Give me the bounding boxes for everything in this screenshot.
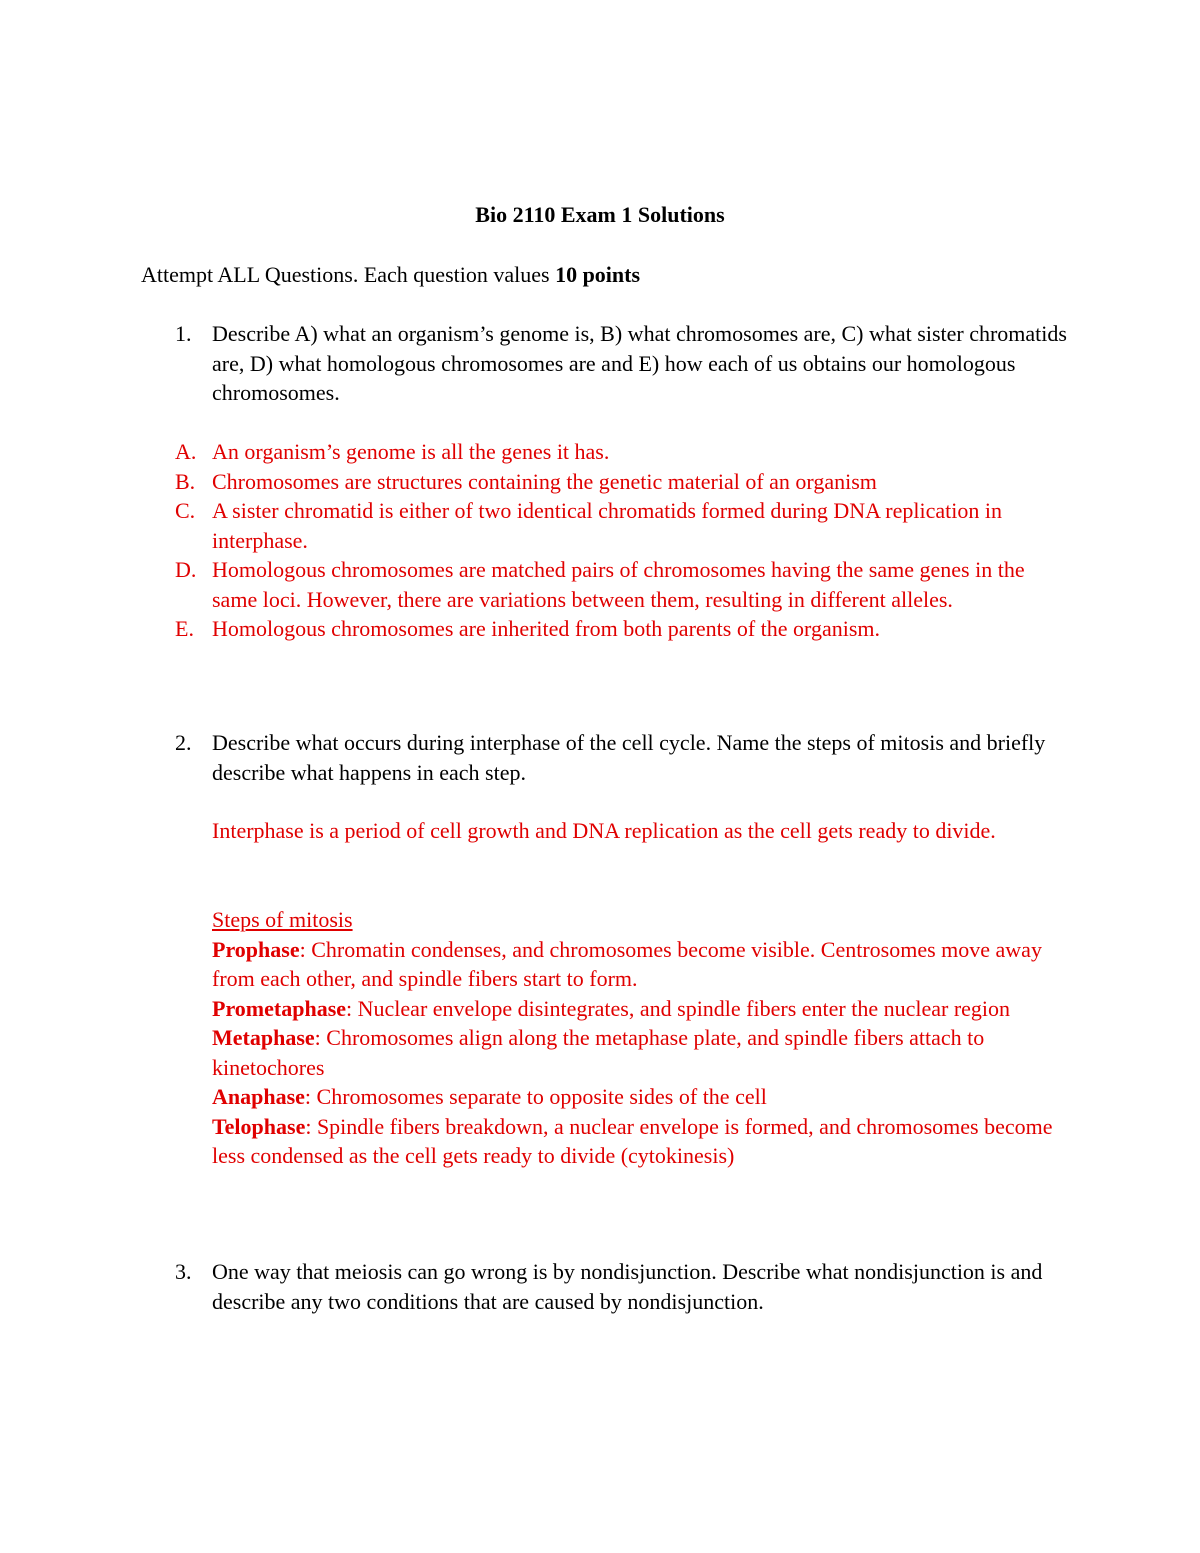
step-text: : Chromosomes separate to opposite sides of the cell <box>304 1084 767 1109</box>
question-2 <box>175 728 1075 787</box>
answer-item <box>175 614 1055 644</box>
step-name: Prometaphase <box>212 995 347 1021</box>
question-text: Describe A) what an organism’s genome is, B) what chromosomes are, C) what sister chromatids are, D) what homologous chromosomes are and E) how each of us obtains our homologous chromosomes. <box>212 321 1067 405</box>
answer-text: An organism’s genome is all the genes it has. <box>212 439 610 464</box>
answer-label: E. <box>175 616 194 641</box>
instructions-text: Attempt ALL Questions. Each question values <box>141 262 556 287</box>
answer-label: B. <box>175 468 196 494</box>
answer-label: D. <box>175 557 197 582</box>
answer-text: Chromosomes are structures containing the genetic material of an organism <box>212 468 877 494</box>
answer-text: A sister chromatid is either of two identical chromatids formed during DNA replication in interphase. <box>212 498 1002 553</box>
mitosis-steps <box>212 905 1062 1171</box>
instructions-points: 10 points <box>555 262 641 287</box>
step-name: Anaphase <box>212 1084 305 1109</box>
answer-text: Homologous chromosomes are inherited from both parents of the organism. <box>212 616 881 641</box>
document-title: Bio 2110 Exam 1 Solutions <box>475 202 725 227</box>
answer-label: C. <box>175 498 196 523</box>
steps-heading: Steps of mitosis <box>212 907 353 932</box>
step-text: : Chromosomes align along the metaphase plate, and spindle fibers attach to kinetochores <box>212 1025 985 1080</box>
instructions <box>141 260 1091 290</box>
question-text: One way that meiosis can go wrong is by nondisjunction. Describe what nondisjunction is and describe any two conditions that are caused by nondisjunction. <box>212 1259 1043 1314</box>
step-name: Telophase <box>212 1113 306 1139</box>
question-text: Describe what occurs during interphase of the cell cycle. Name the steps of mitosis and briefly describe what happens in each step. <box>212 730 1046 785</box>
step-item <box>212 1112 1062 1171</box>
answer-text: Homologous chromosomes are matched pairs of chromosomes having the same genes in the same loci. However, there are variations between them, resulting in different alleles. <box>212 557 1025 612</box>
answer-label: A. <box>175 439 197 464</box>
question-1-answers <box>175 437 1055 644</box>
question-number: 3. <box>175 1259 192 1284</box>
question-3 <box>175 1257 1075 1316</box>
step-name: Metaphase <box>212 1025 315 1050</box>
step-text: : Chromatin condenses, and chromosomes become visible. Centrosomes move away from each other, and spindle fibers start to form. <box>212 936 1042 991</box>
step-item <box>212 994 1062 1024</box>
answer-item <box>175 496 1055 555</box>
step-name: Prophase <box>212 936 300 962</box>
question-number: 1. <box>175 321 192 346</box>
answer-item <box>175 555 1055 614</box>
answer-item <box>175 467 1055 497</box>
step-item <box>212 1023 1062 1082</box>
question-2-answer-intro: Interphase is a period of cell growth and DNA replication as the cell gets ready to divide. <box>212 818 996 843</box>
step-text: : Spindle fibers breakdown, a nuclear envelope is formed, and chromosomes become less condensed as the cell gets ready to divide (cytokinesis) <box>212 1113 1053 1168</box>
question-1 <box>175 319 1075 408</box>
answer-item <box>175 437 1055 467</box>
step-text: : Nuclear envelope disintegrates, and spindle fibers enter the nuclear region <box>346 995 1011 1021</box>
question-number: 2. <box>175 730 192 755</box>
step-item <box>212 1082 1062 1112</box>
step-item <box>212 935 1062 994</box>
